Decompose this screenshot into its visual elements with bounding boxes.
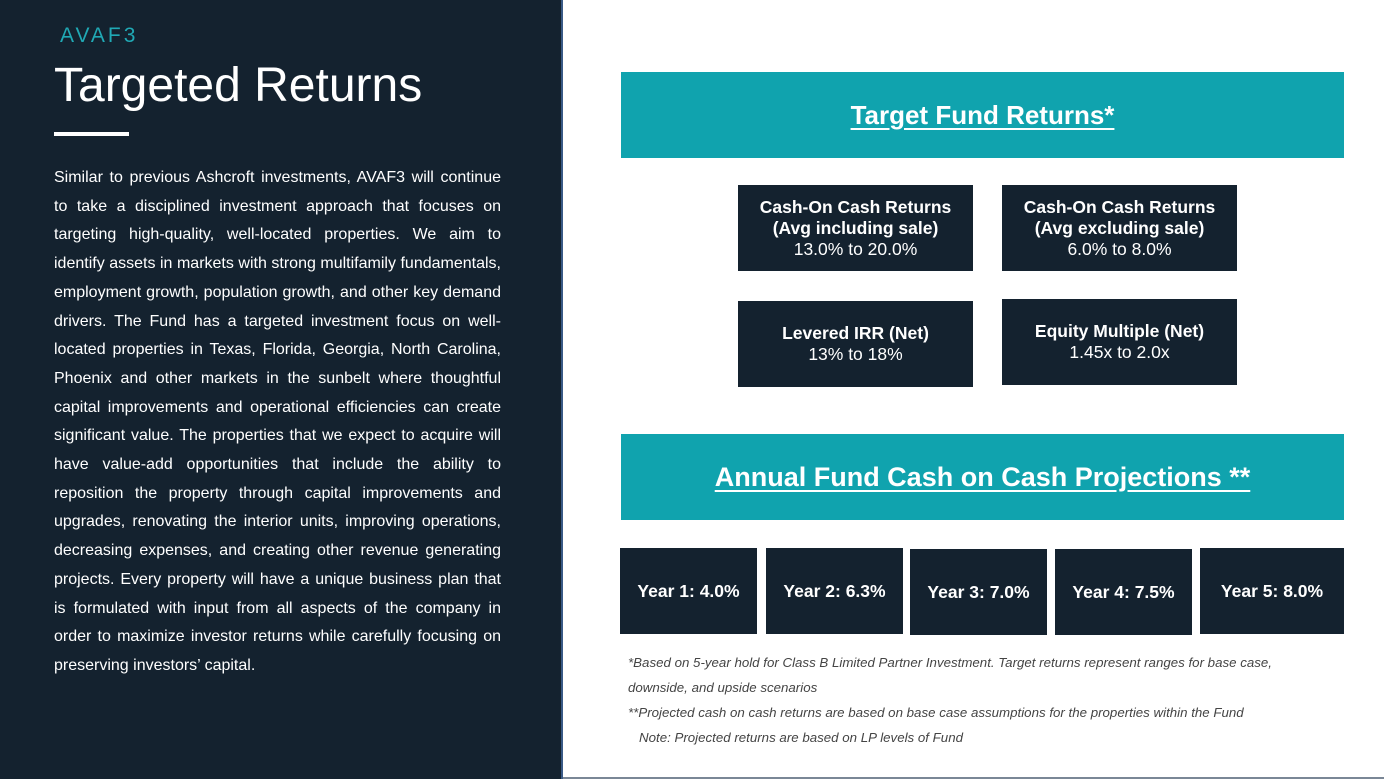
box-label: Cash-On Cash Returns [759, 196, 952, 217]
box-label: Cash-On Cash Returns [1023, 196, 1216, 217]
box-label-sub: (Avg including sale) [772, 217, 939, 238]
box-value: 6.0% to 8.0% [1067, 238, 1172, 259]
box-label: Equity Multiple (Net) [1034, 321, 1205, 341]
fund-kicker: AVAF3 [60, 24, 139, 47]
footnote-1-line-1: *Based on 5-year hold for Class B Limited Partner Investment. Target returns represent ranges for base case, [628, 655, 1272, 670]
annual-projections-heading: Annual Fund Cash on Cash Projections ** [714, 461, 1251, 492]
year-2-box: Year 2: 6.3% [766, 548, 903, 634]
levered-irr-box [738, 301, 973, 387]
year-3-box: Year 3: 7.0% [910, 549, 1047, 635]
title-underline [54, 132, 129, 136]
annual-projections-banner [621, 434, 1344, 520]
description-paragraph: Similar to previous Ashcroft investments, AVAF3 will continue to take a disciplined investment approach that focuses on targeting high-quality, well-located properties. We aim to identify assets in markets with strong multifamily fundamentals, employment growth, population growth, and other key demand drivers. The Fund has a targeted investment focus on well-located properties in Texas, Florida, Georgia, North Carolina, Phoenix and other markets in the sunbelt where thoughtful capital improvements and operational efficiencies can create significant value. The properties that we expect to acquire will have value-add opportunities that include the ability to reposition the property through capital improvements and upgrades, renovating the interior units, improving operations, decreasing expenses, and creating other revenue generating projects. Every property will have a unique business plan that is formulated with input from all aspects of the company in order to maximize investor returns while carefully focusing on preserving investors’ capital. [54, 169, 501, 674]
footnote-3: Note: Projected returns are based on LP levels of Fund [639, 730, 963, 745]
footnote-2: **Projected cash on cash returns are based on base case assumptions for the properties within the Fund [628, 705, 1244, 720]
target-fund-returns-heading: Target Fund Returns* [850, 99, 1115, 130]
coc-excluding-sale-box [1002, 185, 1237, 271]
equity-multiple-box [1002, 299, 1237, 385]
footnote-1-line-2: downside, and upside scenarios [628, 680, 818, 695]
box-value: 1.45x to 2.0x [1069, 342, 1170, 362]
target-fund-returns-banner [621, 72, 1344, 158]
year-1-box: Year 1: 4.0% [620, 548, 757, 634]
page-title: Targeted Returns [54, 59, 423, 112]
panel-divider [561, 0, 563, 779]
year-4-box: Year 4: 7.5% [1055, 549, 1192, 635]
box-label-sub: (Avg excluding sale) [1034, 217, 1205, 238]
box-value: 13% to 18% [808, 344, 903, 364]
box-value: 13.0% to 20.0% [793, 238, 918, 259]
coc-including-sale-box [738, 185, 973, 271]
box-label: Levered IRR (Net) [782, 323, 929, 343]
year-5-box: Year 5: 8.0% [1200, 548, 1344, 634]
